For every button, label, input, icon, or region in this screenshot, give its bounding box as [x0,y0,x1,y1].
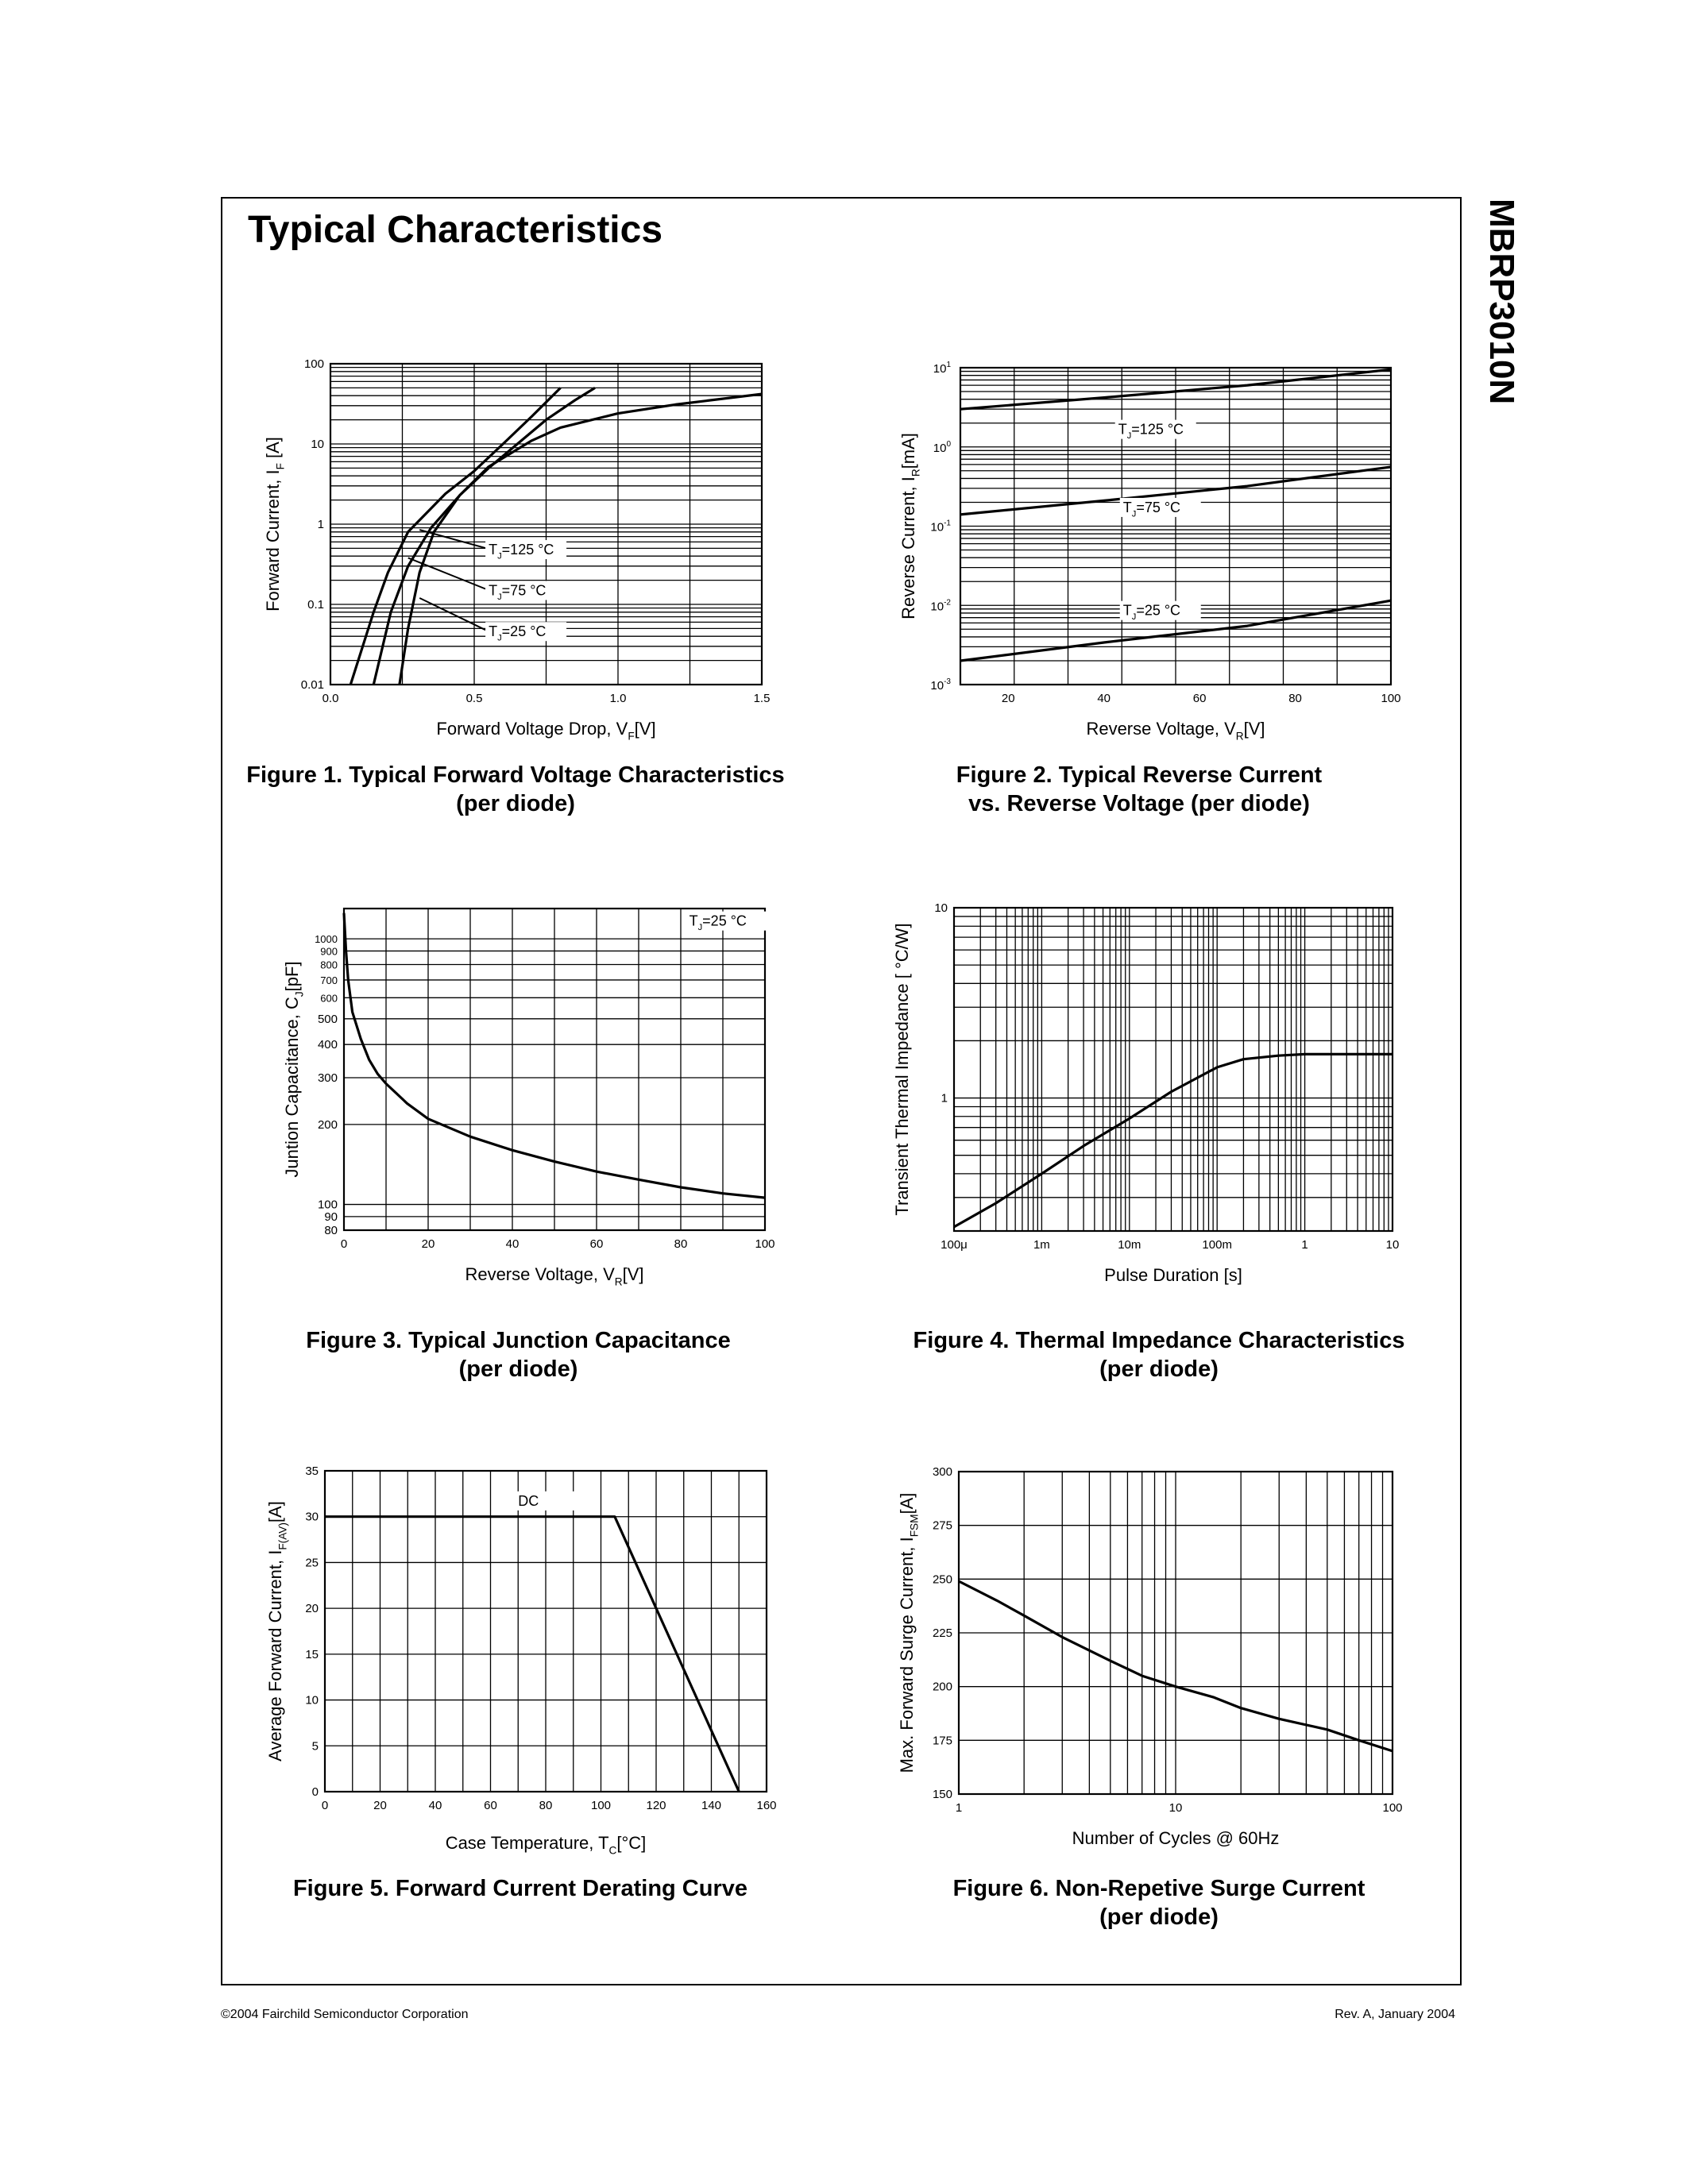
x-tick-label: 0.5 [465,692,483,705]
x-tick-label: 0.0 [322,692,339,705]
chart-fig4 [892,901,1399,1285]
x-tick-label: 60 [1192,692,1207,705]
y-tick-label: 15 [305,1647,319,1661]
y-axis-label: Forward Current, $I_F$ [A] [263,437,287,612]
y-tick-label: 250 [932,1572,952,1587]
y-tick-label: 0.1 [307,598,324,612]
annotation-label: DC [518,1492,539,1509]
x-axis-label: Reverse Voltage, $V_R[V]$ [465,1264,644,1288]
y-tick-label: 0.01 [300,678,324,692]
y-tick-label: $10^{-1}$ [930,519,951,534]
y-tick-label: 200 [932,1680,952,1694]
y-tick-label: 175 [932,1734,952,1748]
y-tick-label: $10^{-2}$ [930,598,951,614]
x-tick-label: 20 [373,1799,387,1812]
x-tick-label: 1 [955,1801,963,1815]
x-tick-label: 1.0 [609,692,627,705]
plot-frame [954,908,1393,1231]
annotation-label: $T_J=125$ °C [1118,421,1184,442]
y-tick-label: 10 [311,438,324,451]
x-axis-label: Case Temperature, $T_C[^\circ C]$ [445,1833,647,1857]
figure-caption: Figure 1. Typical Forward Voltage Characteristics [246,762,785,788]
y-tick-label: 90 [324,1210,338,1224]
y-axis-label: Transient Thermal Impedance [ °C/W] [892,923,912,1216]
x-axis-label: Forward Voltage Drop, $V_F[V]$ [436,719,656,743]
chart-fig6 [897,1465,1403,1848]
annotation-label: $T_J=25$ °C [1122,602,1181,623]
annotation-label: $T_J=25$ °C [489,623,547,643]
x-tick-label: 10m [1118,1238,1141,1252]
x-tick-label: 20 [1001,692,1015,705]
y-tick-label: $10^1$ [933,361,951,376]
x-axis-label: Number of Cycles @ 60Hz [1072,1828,1280,1848]
x-tick-label: 140 [701,1799,722,1812]
y-axis-label-group [282,961,306,1177]
y-tick-label: 1 [317,518,324,531]
annotation-label: $T_J=75$ °C [1122,499,1181,519]
y-axis-label: Juntion Capacitance, $C_J[pF]$ [282,961,306,1178]
x-tick-label: 1m [1033,1238,1050,1252]
chart-fig1 [263,357,770,743]
y-axis-label: Max. Forward Surge Current, $I_{FSM}[A]$ [897,1492,921,1773]
x-tick-label: 1 [1301,1238,1308,1252]
x-tick-label: 100 [1381,692,1401,705]
footer-revision: Rev. A, January 2004 [1335,2008,1455,2021]
y-tick-label: 150 [932,1788,952,1801]
x-tick-label: 120 [646,1799,666,1812]
x-tick-label: 80 [1288,692,1302,705]
y-tick-label: 10 [934,901,948,915]
x-axis-label: Reverse Voltage, $V_R[V]$ [1086,719,1265,743]
y-tick-label: 800 [320,959,338,971]
x-tick-label: 0 [340,1237,348,1251]
figure-caption: Figure 3. Typical Junction Capacitance [306,1328,731,1353]
x-tick-label: 60 [589,1237,604,1251]
figure-caption: Figure 5. Forward Current Derating Curve [292,1876,748,1901]
x-tick-label: 1.5 [753,692,771,705]
chart-fig3 [282,909,775,1288]
figure-caption: Figure 4. Thermal Impedance Characteristics [913,1328,1405,1353]
y-tick-label: 1 [941,1091,948,1106]
y-tick-label: 25 [305,1556,319,1570]
x-tick-label: 80 [539,1799,553,1812]
x-tick-label: 0 [321,1799,329,1812]
y-axis-label-group [897,1493,921,1773]
x-tick-label: 40 [428,1799,442,1812]
y-tick-label: 275 [932,1518,952,1533]
x-tick-label: 10 [1168,1801,1183,1815]
annotation-label: $T_J=125$ °C [489,542,554,561]
y-tick-label: 300 [317,1071,338,1086]
figure-caption: vs. Reverse Voltage (per diode) [968,791,1310,816]
y-tick-label: 100 [303,357,324,371]
x-axis-label: Pulse Duration [s] [1104,1265,1242,1285]
y-tick-label: 30 [305,1510,319,1524]
figure-caption: Figure 2. Typical Reverse Current [956,762,1323,788]
footer-copyright: ©2004 Fairchild Semiconductor Corporation [221,2008,469,2021]
y-tick-label: 700 [320,974,338,986]
x-tick-label: 40 [505,1237,520,1251]
annotation-label: $T_J=25$ °C [689,913,747,933]
x-tick-label: 40 [1097,692,1111,705]
x-tick-label: 100 [1382,1801,1403,1815]
section-title: Typical Characteristics [248,209,663,251]
x-tick-label: 100μ [941,1238,968,1252]
y-tick-label: $10^0$ [933,439,951,455]
y-tick-label: 600 [320,992,338,1005]
y-tick-label: 20 [305,1602,319,1616]
y-tick-label: 100 [317,1198,338,1212]
y-tick-label: 5 [311,1739,319,1754]
x-tick-label: 10 [1385,1238,1400,1252]
x-tick-label: 100 [755,1237,775,1251]
y-tick-label: 400 [317,1038,338,1052]
y-tick-label: $10^{-3}$ [930,677,951,693]
y-tick-label: 225 [932,1626,952,1640]
y-tick-label: 80 [324,1224,338,1237]
y-tick-label: 35 [305,1464,319,1478]
figure-caption: (per diode) [1099,1356,1219,1382]
y-tick-label: 900 [320,945,338,958]
y-tick-label: 500 [317,1012,338,1026]
annotation-label: $T_J=75$ °C [489,582,547,602]
y-tick-label: 10 [305,1693,319,1707]
figure-caption: Figure 6. Non-Repetive Surge Current [952,1876,1365,1901]
part-number-text: MBRP3010N [1482,199,1521,405]
figure-caption: (per diode) [456,791,575,816]
figure-caption: (per diode) [1099,1904,1219,1930]
y-tick-label: 200 [317,1117,338,1132]
x-tick-label: 100m [1202,1238,1232,1252]
x-tick-label: 60 [484,1799,497,1812]
y-axis-label-group [898,433,922,619]
y-axis-label-group [265,1501,289,1761]
x-tick-label: 20 [421,1237,435,1251]
y-axis-label-group [263,437,287,612]
y-axis-label: Reverse Current, $I_R[mA]$ [898,433,922,619]
chart-fig2 [898,361,1401,743]
y-tick-label: 0 [311,1785,319,1799]
x-tick-label: 100 [590,1799,612,1812]
x-tick-label: 160 [756,1799,777,1812]
y-axis-label: Average Forward Current, $I_{F(AV)}[A]$ [265,1501,289,1761]
figure-caption: (per diode) [458,1356,578,1382]
chart-fig5 [265,1464,777,1857]
y-tick-label: 300 [932,1465,952,1479]
annotation-arrow [419,598,485,630]
y-axis-label-group [892,923,912,1215]
x-tick-label: 80 [674,1237,688,1251]
y-tick-label: 1000 [315,933,338,946]
